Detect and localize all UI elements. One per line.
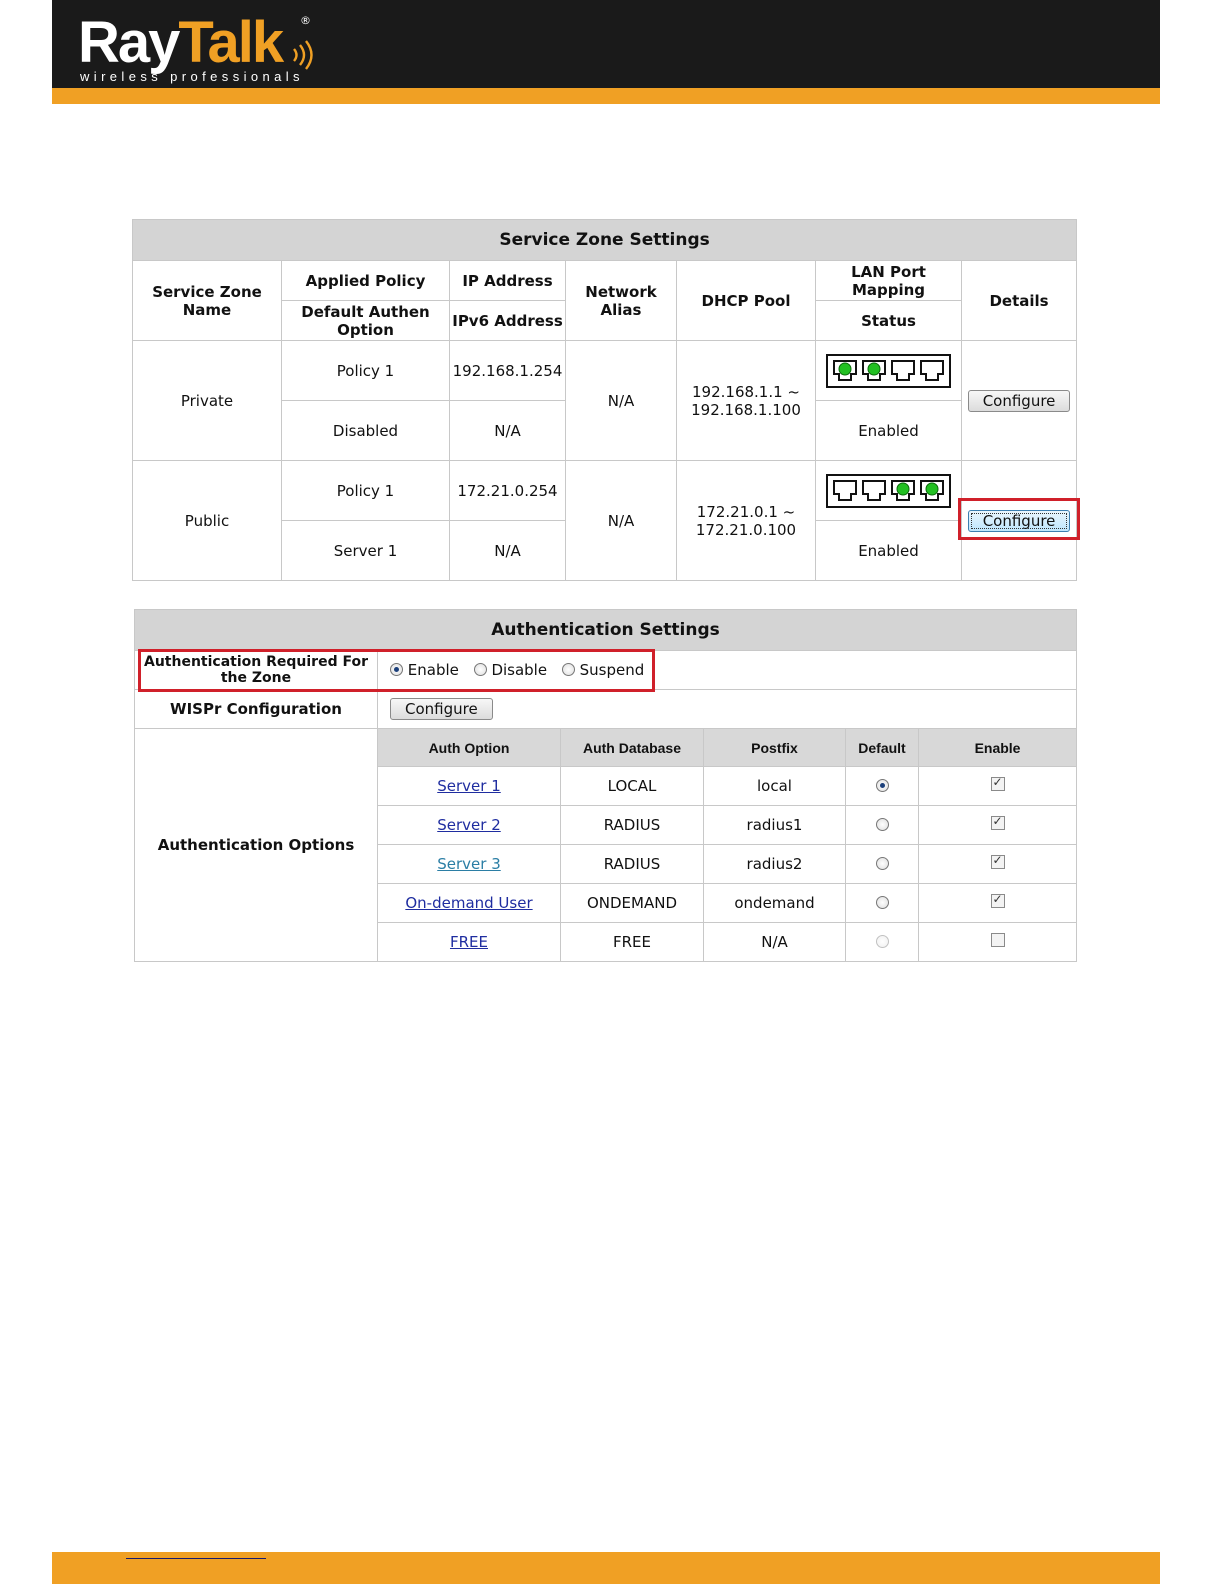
wispr-configure-button[interactable]: Configure bbox=[390, 698, 493, 720]
zone-dhcp-pool: 172.21.0.1 ~ 172.21.0.100 bbox=[677, 461, 816, 581]
zone-status: Enabled bbox=[816, 401, 962, 461]
col-applied-policy: Applied Policy bbox=[282, 261, 450, 301]
enable-checkbox[interactable] bbox=[991, 777, 1005, 791]
port-link-led bbox=[926, 483, 938, 495]
free-link[interactable]: FREE bbox=[449, 933, 488, 951]
default-radio[interactable] bbox=[876, 857, 889, 870]
zone-status: Enabled bbox=[816, 521, 962, 581]
col-postfix: Postfix bbox=[704, 729, 846, 767]
default-radio[interactable] bbox=[876, 779, 889, 792]
col-status: Status bbox=[816, 301, 962, 341]
zone-alias: N/A bbox=[566, 341, 677, 461]
authentication-title: Authentication Settings bbox=[135, 610, 1077, 651]
zone-ip: 192.168.1.254 bbox=[450, 341, 566, 401]
wispr-cell bbox=[378, 690, 1077, 729]
zone-alias: N/A bbox=[566, 461, 677, 581]
footer-rule bbox=[126, 1558, 266, 1559]
zone-name: Public bbox=[133, 461, 282, 581]
col-ip-address: IP Address bbox=[450, 261, 566, 301]
col-zone-name: Service Zone Name bbox=[133, 261, 282, 341]
zone-name: Private bbox=[133, 341, 282, 461]
auth-required-highlight-box bbox=[138, 649, 655, 692]
enable-checkbox[interactable] bbox=[991, 816, 1005, 830]
zone-dhcp-pool: 192.168.1.1 ~ 192.168.1.100 bbox=[677, 341, 816, 461]
lan-port-cell bbox=[816, 461, 962, 521]
lan-port-cell bbox=[816, 341, 962, 401]
brand-tagline: wireless professionals bbox=[80, 69, 304, 84]
col-default: Default bbox=[846, 729, 919, 767]
col-enable: Enable bbox=[919, 729, 1077, 767]
col-default-authen: Default Authen Option bbox=[282, 301, 450, 341]
lan-port-active-icon bbox=[890, 479, 916, 503]
enable-checkbox[interactable] bbox=[991, 894, 1005, 908]
table-row: Server 2 RADIUS radius1 ✓ bbox=[135, 806, 1077, 845]
lan-port-inactive-icon bbox=[832, 479, 858, 503]
col-dhcp-pool: DHCP Pool bbox=[677, 261, 816, 341]
col-details: Details bbox=[962, 261, 1077, 341]
configure-public-button[interactable]: Configure bbox=[968, 510, 1071, 532]
lan-port-active-icon bbox=[861, 359, 887, 383]
zone-authen: Server 1 bbox=[282, 521, 450, 581]
default-radio[interactable] bbox=[876, 818, 889, 831]
service-zone-table bbox=[132, 219, 1077, 581]
configure-private-button[interactable]: Configure bbox=[968, 390, 1071, 412]
signal-waves-icon bbox=[290, 40, 316, 70]
zone-authen: Disabled bbox=[282, 401, 450, 461]
table-row: Server 1 LOCAL local ✓ bbox=[135, 767, 1077, 806]
zone-row-private bbox=[133, 341, 1077, 401]
col-lan-port-mapping: LAN Port Mapping bbox=[816, 261, 962, 301]
zone-policy: Policy 1 bbox=[282, 341, 450, 401]
col-ipv6-address: IPv6 Address bbox=[450, 301, 566, 341]
auth-required-label: Authentication Required For the Zone bbox=[135, 651, 378, 690]
port-link-led bbox=[868, 363, 880, 375]
lan-port-active-icon bbox=[832, 359, 858, 383]
details-cell bbox=[962, 341, 1077, 461]
configure-highlight-box bbox=[958, 498, 1080, 540]
server-3-link[interactable]: Server 3 bbox=[437, 855, 501, 873]
table-row: On-demand User ONDEMAND ondemand ✓ bbox=[135, 884, 1077, 923]
default-radio[interactable] bbox=[876, 896, 889, 909]
col-auth-option: Auth Option bbox=[378, 729, 561, 767]
raytalk-logo: RayTalk ® wireless professionals bbox=[78, 12, 368, 102]
col-network-alias: Network Alias bbox=[566, 261, 677, 341]
zone-ip: 172.21.0.254 bbox=[450, 461, 566, 521]
server-1-link[interactable]: Server 1 bbox=[437, 777, 501, 795]
lan-port-inactive-icon bbox=[890, 359, 916, 383]
zone-row-public bbox=[133, 461, 1077, 521]
wispr-label: WISPr Configuration bbox=[135, 690, 378, 729]
lan-ports-icon bbox=[826, 354, 951, 388]
zone-ipv6: N/A bbox=[450, 521, 566, 581]
page-footer bbox=[52, 1552, 1160, 1584]
table-row: FREE FREE N/A bbox=[135, 923, 1077, 962]
auth-required-options: Enable Disable Suspend bbox=[378, 651, 1077, 690]
service-zone-title: Service Zone Settings bbox=[133, 220, 1077, 261]
on-demand-user-link[interactable]: On-demand User bbox=[405, 894, 533, 912]
zone-ipv6: N/A bbox=[450, 401, 566, 461]
port-link-led bbox=[839, 363, 851, 375]
default-radio bbox=[876, 935, 889, 948]
auth-options-label: Authentication Options bbox=[135, 729, 378, 962]
zone-policy: Policy 1 bbox=[282, 461, 450, 521]
header-orange-stripe bbox=[52, 88, 1160, 104]
table-row: Server 3 RADIUS radius2 ✓ bbox=[135, 845, 1077, 884]
page-header bbox=[52, 0, 1160, 104]
lan-port-active-icon bbox=[919, 479, 945, 503]
lan-ports-icon bbox=[826, 474, 951, 508]
port-link-led bbox=[897, 483, 909, 495]
col-auth-database: Auth Database bbox=[561, 729, 704, 767]
lan-port-inactive-icon bbox=[861, 479, 887, 503]
enable-checkbox[interactable] bbox=[991, 855, 1005, 869]
server-2-link[interactable]: Server 2 bbox=[437, 816, 501, 834]
lan-port-inactive-icon bbox=[919, 359, 945, 383]
enable-checkbox[interactable] bbox=[991, 933, 1005, 947]
